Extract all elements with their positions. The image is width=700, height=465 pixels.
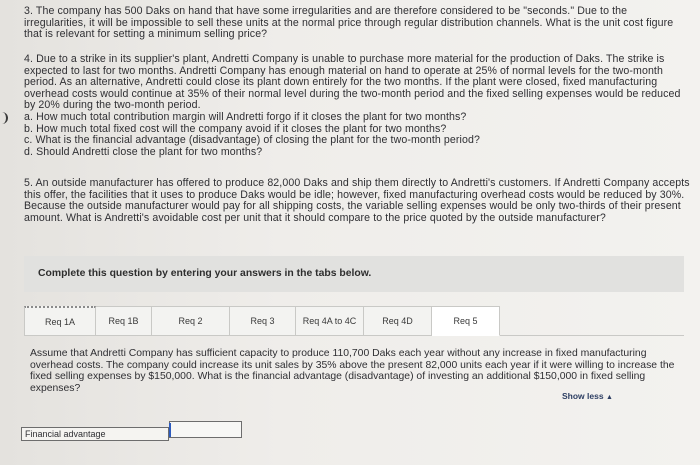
- tab-req-2[interactable]: Req 2: [152, 306, 230, 336]
- question-3: [24, 6, 690, 41]
- financial-advantage-input[interactable]: [169, 421, 242, 438]
- question-5-text: 5. An outside manufacturer has offered to produce 82,000 Daks and ship them directly to Andretti's customers. If Andretti Company accepts this offer, the facilities that it uses to produce Daks would be idle; however, fixed manufacturing overhead costs would be reduced by 30%. Because the outside manufacturer would pay for all shipping costs, the variable selling expenses would be only two-thirds of their present amount. What is Andretti's avoidable cost per unit that it should compare to the price quoted by the outside manufacturer?: [24, 177, 690, 224]
- page-edge-mark: [0, 112, 8, 124]
- question-4b: b. How much total fixed cost will the company avoid if it closes the plant for two months?: [24, 122, 447, 135]
- panel-heading: Complete this question by entering your answers in the tabs below.: [38, 268, 372, 279]
- tab-req-5[interactable]: Req 5: [432, 306, 500, 336]
- tab-divider: [500, 335, 684, 336]
- tab-req-4d[interactable]: Req 4D: [364, 306, 432, 336]
- show-less-link[interactable]: [562, 391, 613, 401]
- tab-req-1a[interactable]: Req 1A: [24, 306, 96, 336]
- instructions-panel: [24, 256, 684, 292]
- question-4c: c. What is the financial advantage (disadvantage) of closing the plant for the two-month period?: [24, 134, 480, 147]
- tab-req-1b[interactable]: Req 1B: [96, 306, 152, 336]
- question-3-text: 3. The company has 500 Daks on hand that have some irregularities and are therefore considered to be "seconds." Due to the irregularities, it will be impossible to sell these units at the normal price through regular distribution channels. What is the unit cost figure that is relevant for setting a minimum selling price?: [24, 5, 674, 41]
- question-4: [24, 54, 690, 158]
- show-less-label: Show less: [562, 391, 604, 401]
- question-4-text: 4. Due to a strike in its supplier's plant, Andretti Company is unable to purchase more material for the production of Daks. The strike is expected to last for two months. Andretti Company has enough material on hand to operate at 25% of normal levels for the two-month period. As an alternative, Andretti could close its plant down entirely for the two months. If the plant were closed, fixed manufacturing overhead costs would continue at 35% of their normal level during the two-month period and the fixed selling expenses would be reduced by 20% during the two-month period.: [24, 53, 681, 112]
- tab-req-4a-to-4c[interactable]: Req 4A to 4C: [296, 306, 364, 336]
- requirement-tabs: [24, 306, 500, 336]
- financial-advantage-label: Financial advantage: [21, 427, 169, 441]
- input-focus-indicator: [169, 423, 171, 437]
- question-4d: d. Should Andretti close the plant for two months?: [24, 145, 263, 158]
- requirement-text: Assume that Andretti Company has sufficient capacity to produce 110,700 Daks each year without any increase in fixed manufacturing overhead costs. The company could increase its unit sales by 35% above the present 82,000 units each year if it were willing to increase the fixed selling expenses by $150,000. What is the financial advantage (disadvantage) of investing an additional $150,000 in fixed selling expenses?: [30, 348, 675, 394]
- question-5: [24, 178, 690, 224]
- caret-up-icon: ▲: [605, 394, 613, 401]
- question-4a: a. How much total contribution margin will Andretti forgo if it closes the plant for two months?: [24, 110, 467, 123]
- tab-req-3[interactable]: Req 3: [230, 306, 296, 336]
